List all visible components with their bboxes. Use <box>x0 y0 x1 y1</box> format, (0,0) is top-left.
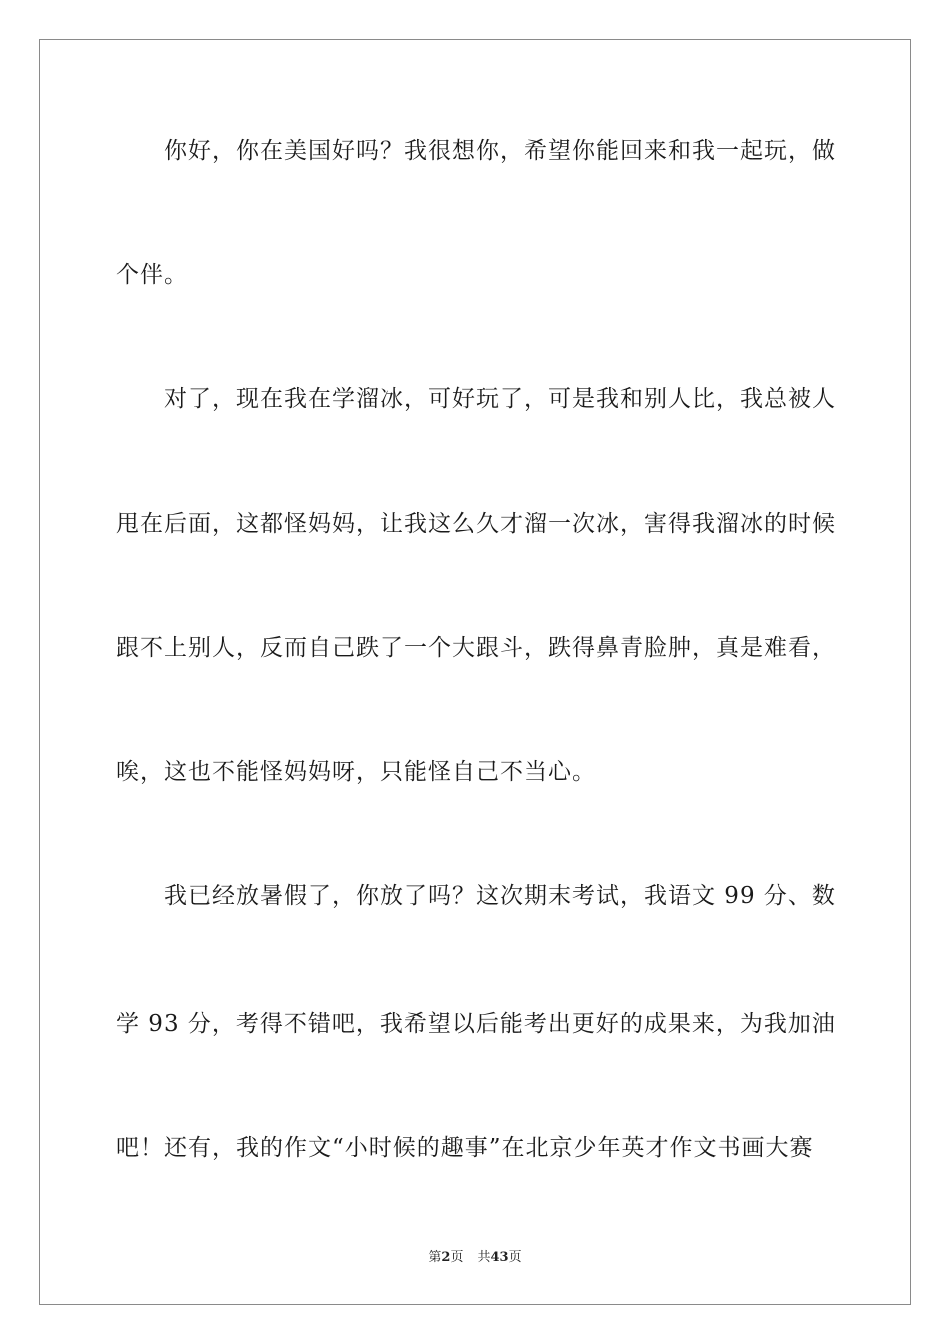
text-line-7: 我已经放暑假了，你放了吗？这次期末考试，我语文 99 分、数 <box>164 883 836 909</box>
text-line-4: 甩在后面，这都怪妈妈，让我这么久才溜一次冰，害得我溜冰的时候 <box>116 511 836 537</box>
text-line-6: 唉，这也不能怪妈妈呀，只能怪自己不当心。 <box>116 759 596 785</box>
text-line-1: 你好，你在美国好吗？我很想你，希望你能回来和我一起玩，做 <box>164 138 836 164</box>
text-line-8: 学 93 分，考得不错吧，我希望以后能考出更好的成果来，为我加油 <box>116 1011 836 1037</box>
footer-total-suffix: 页 <box>508 1250 522 1265</box>
footer-page-suffix: 页 <box>450 1250 464 1265</box>
footer-page-prefix: 第 <box>428 1250 442 1265</box>
page-border <box>39 39 911 1305</box>
footer-total-prefix: 共 <box>477 1250 491 1265</box>
text-line-9: 吧！还有，我的作文“小时候的趣事”在北京少年英才作文书画大赛 <box>116 1135 814 1161</box>
text-line-2: 个伴。 <box>116 262 188 288</box>
page-footer <box>0 1246 950 1265</box>
footer-total-pages: 43 <box>490 1250 509 1265</box>
text-line-5: 跟不上别人，反而自己跌了一个大跟斗，跌得鼻青脸肿，真是难看， <box>116 635 836 661</box>
footer-page-number: 2 <box>441 1250 451 1265</box>
text-line-3: 对了，现在我在学溜冰，可好玩了，可是我和别人比，我总被人 <box>164 386 836 412</box>
